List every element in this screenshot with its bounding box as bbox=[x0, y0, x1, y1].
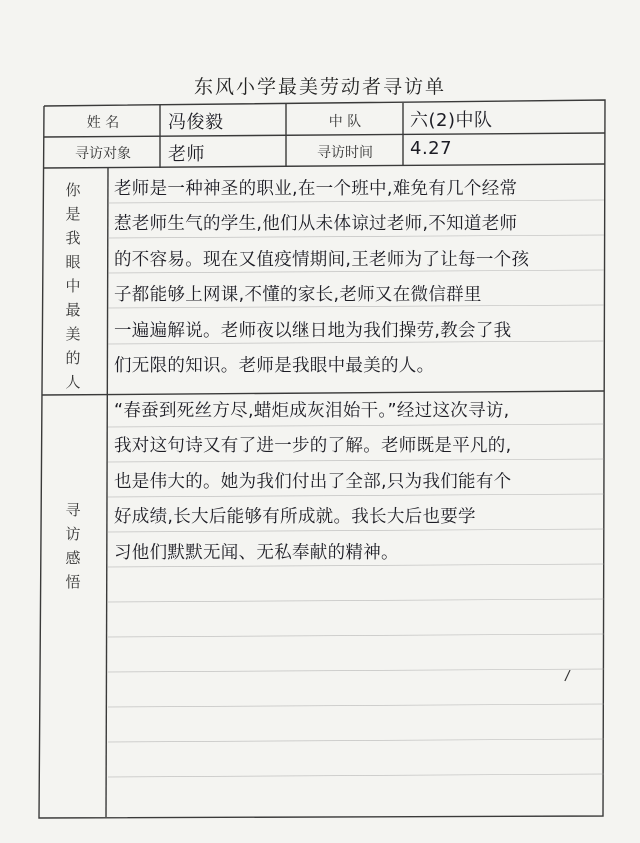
text-line: 好成绩,长大后能够有所成就。我长大后也要学 bbox=[114, 507, 476, 528]
name-value: 冯俊毅 bbox=[168, 112, 224, 133]
target-value: 老师 bbox=[168, 144, 205, 165]
text-line: 的不容易。现在又值疫情期间,王老师为了让每一个孩 bbox=[114, 249, 530, 270]
section1-label: 你 是 我 眼 中 最 美 的 人 bbox=[65, 181, 81, 391]
section2-text bbox=[114, 394, 511, 571]
section2-label: 寻 访 感 悟 bbox=[65, 501, 81, 591]
text-line: 们无限的知识。老师是我眼中最美的人。 bbox=[114, 355, 435, 376]
text-line: 惹老师生气的学生,他们从未体谅过老师,不知道老师 bbox=[114, 214, 518, 235]
text-line: 一遍遍解说。老师夜以继日地为我们操劳,教会了我 bbox=[114, 320, 512, 341]
text-line: “春蚕到死丝方尽,蜡炬成灰泪始干。”经过这次寻访, bbox=[114, 401, 510, 421]
stray-pen-mark: / bbox=[563, 667, 571, 685]
form-title: 东风小学最美劳动者寻访单 bbox=[193, 76, 446, 98]
section1-text bbox=[114, 172, 529, 384]
team-label: 中 队 bbox=[328, 114, 362, 130]
text-line: 习他们默默无闻、无私奉献的精神。 bbox=[114, 542, 399, 563]
text-line: 子都能够上网课,不懂的家长,老师又在微信群里 bbox=[114, 285, 482, 306]
text-line: 老师是一种神圣的职业,在一个班中,难免有几个经常 bbox=[114, 179, 518, 199]
date-label: 寻访时间 bbox=[317, 145, 373, 161]
target-label: 寻访对象 bbox=[75, 146, 131, 162]
text-line: 我对这句诗又有了进一步的了解。老师既是平凡的, bbox=[114, 436, 512, 457]
text-line: 也是伟大的。她为我们付出了全部,只为我们能有个 bbox=[114, 471, 512, 492]
date-value: 4.27 bbox=[410, 138, 453, 159]
team-value: 六(2)中队 bbox=[410, 110, 493, 131]
name-label: 姓 名 bbox=[86, 115, 120, 131]
